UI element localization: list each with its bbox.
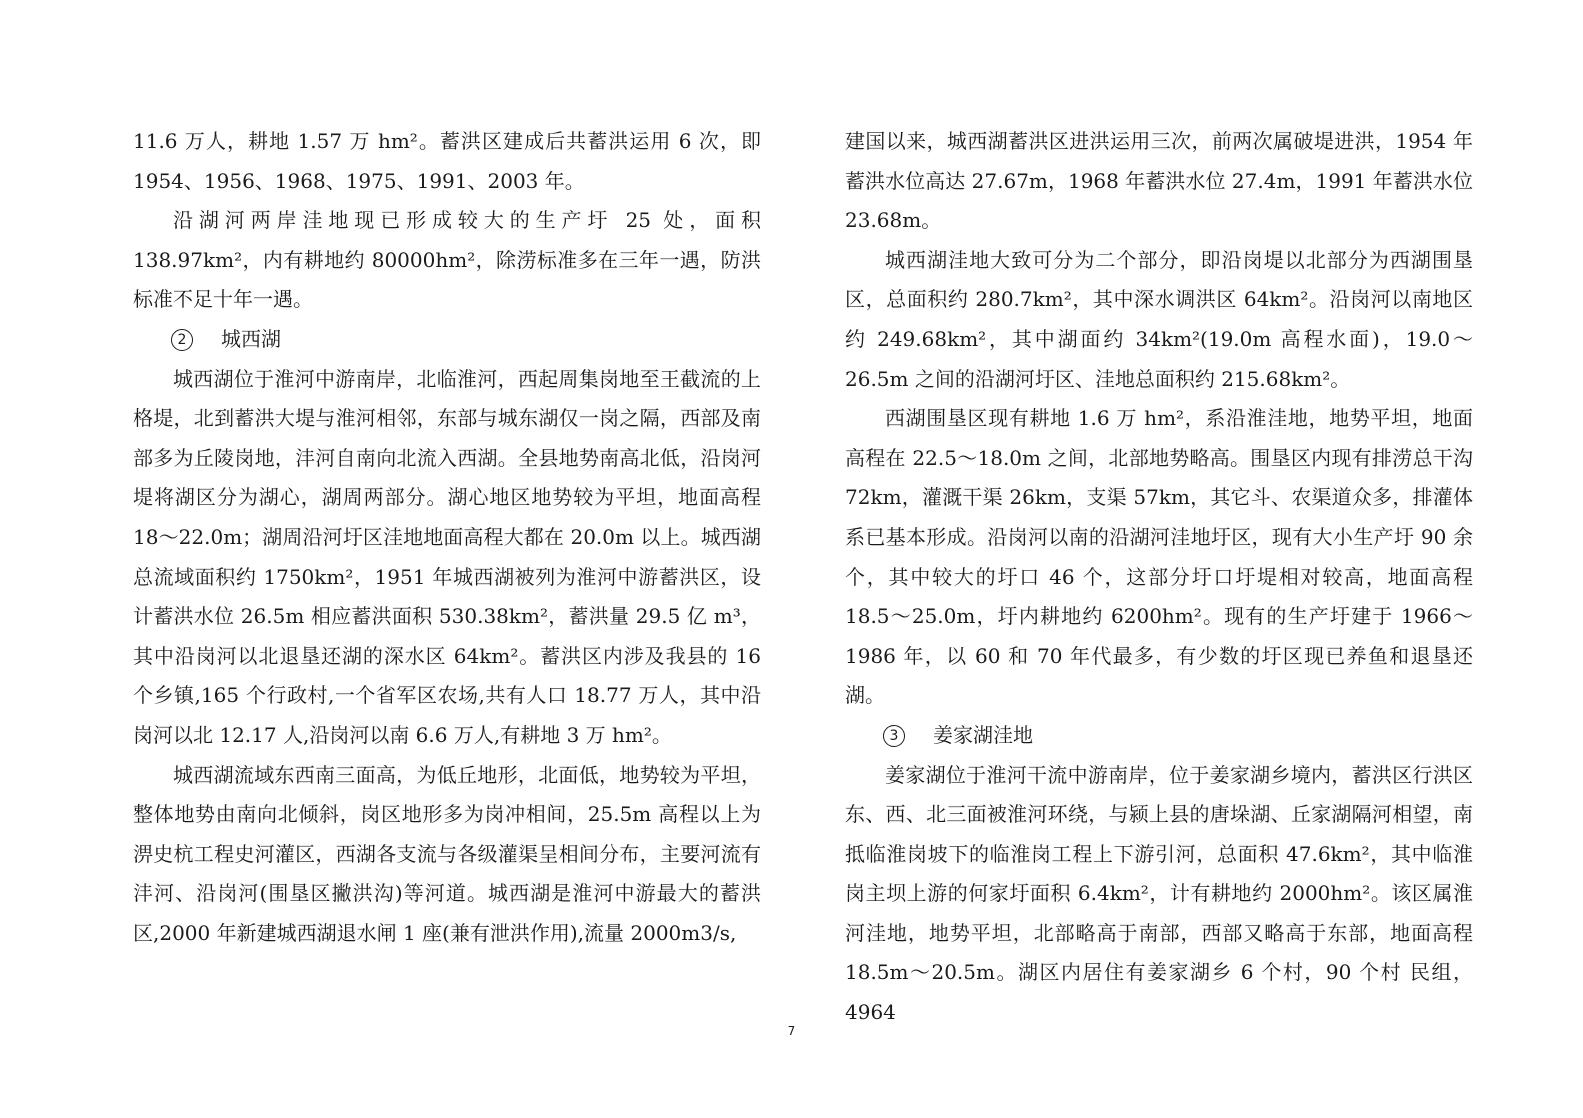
section-heading-chengxihu [133,320,761,360]
right-paragraph-3: 西湖围垦区现有耕地 1.6 万 hm²，系沿淮洼地，地势平坦，地面高程在 22.5～18.0m 之间，北部地势略高。围垦区内现有排涝总干沟 72km，灌溉干渠 26km，支渠 57km，其它斗、农渠道众多，排灌体系已基本形成。沿岗河以南的沿湖河洼地圩区，现有大小生产圩 90 余个，其中较大的圩口 46 个，这部分圩口圩堤相对较高，地面高程 18.5～25.0m，圩内耕地约 6200hm²。现有的生产圩建于 1966～1986 年，以 60 和 70 年代最多，有少数的圩区现已养鱼和退垦还湖。 [845,406,1473,708]
circled-number-icon: 2 [171,329,193,351]
left-column [133,122,761,953]
section-heading-text: 城西湖 [221,326,281,351]
page-number: 7 [787,1024,796,1038]
right-paragraph-2: 城西湖洼地大致可分为二个部分，即沿岗堤以北部分为西湖围垦区，总面积约 280.7km²，其中深水调洪区 64km²。沿岗河以南地区约 249.68km²，其中湖面约 34km²(19.0m 高程水面)，19.0～26.5m 之间的沿湖河圩区、洼地总面积约 215.68km²。 [845,247,1473,391]
section-heading-text: 姜家湖洼地 [933,722,1033,747]
section-heading-jiangjiahu [845,716,1473,756]
circled-number-icon: 3 [883,725,905,747]
left-paragraph-2: 沿湖河两岸洼地现已形成较大的生产圩 25 处，面积 138.97km²，内有耕地约 80000hm²，除涝标准多在三年一遇，防洪标准不足十年一遇。 [133,208,761,312]
right-column [845,122,1473,1033]
left-paragraph-4: 城西湖流域东西南三面高，为低丘地形，北面低，地势较为平坦，整体地势由南向北倾斜，岗区地形多为岗冲相间，25.5m 高程以上为淠史杭工程史河灌区，西湖各支流与各级灌渠呈相间分布，主要河流有沣河、沿岗河(围垦区撇洪沟)等河道。城西湖是淮河中游最大的蓄洪区,2000 年新建城西湖退水闸 1 座(兼有泄洪作用),流量 2000m3/s, [133,762,761,945]
right-paragraph-1: 建国以来，城西湖蓄洪区进洪运用三次，前两次属破堤进洪，1954 年蓄洪水位高达 27.67m，1968 年蓄洪水位 27.4m，1991 年蓄洪水位 23.68m。 [845,129,1473,233]
left-paragraph-3: 城西湖位于淮河中游南岸，北临淮河，西起周集岗地至王截流的上格堤，北到蓄洪大堤与淮河相邻，东部与城东湖仅一岗之隔，西部及南部多为丘陵岗地，沣河自南向北流入西湖。全县地势南高北低，沿岗河堤将湖区分为湖心，湖周两部分。湖心地区地势较为平坦，地面高程 18～22.0m；湖周沿河圩区洼地地面高程大都在 20.0m 以上。城西湖总流域面积约 1750km²，1951 年城西湖被列为淮河中游蓄洪区，设计蓄洪水位 26.5m 相应蓄洪面积 530.38km²，蓄洪量 29.5 亿 m³，其中沿岗河以北退垦还湖的深水区 64km²。蓄洪区内涉及我县的 16 个乡镇,165 个行政村,一个省军区农场,共有人口 18.77 万人，其中沿岗河以北 12.17 人,沿岗河以南 6.6 万人,有耕地 3 万 hm²。 [133,366,761,747]
left-paragraph-1: 11.6 万人，耕地 1.57 万 hm²。蓄洪区建成后共蓄洪运用 6 次，即 1954、1956、1968、1975、1991、2003 年。 [133,129,761,193]
right-paragraph-4: 姜家湖位于淮河干流中游南岸，位于姜家湖乡境内，蓄洪区行洪区东、西、北三面被淮河环绕，与颍上县的唐垛湖、丘家湖隔河相望，南抵临淮岗坡下的临淮岗工程上下游引河，总面积 47.6km²，其中临淮岗主坝上游的何家圩面积 6.4km²，计有耕地约 2000hm²。该区属淮河洼地，地势平坦，北部略高于南部，西部又略高于东部，地面高程 18.5m～20.5m。湖区内居住有姜家湖乡 6 个村，90 个村 民组，4964 [845,762,1473,1025]
